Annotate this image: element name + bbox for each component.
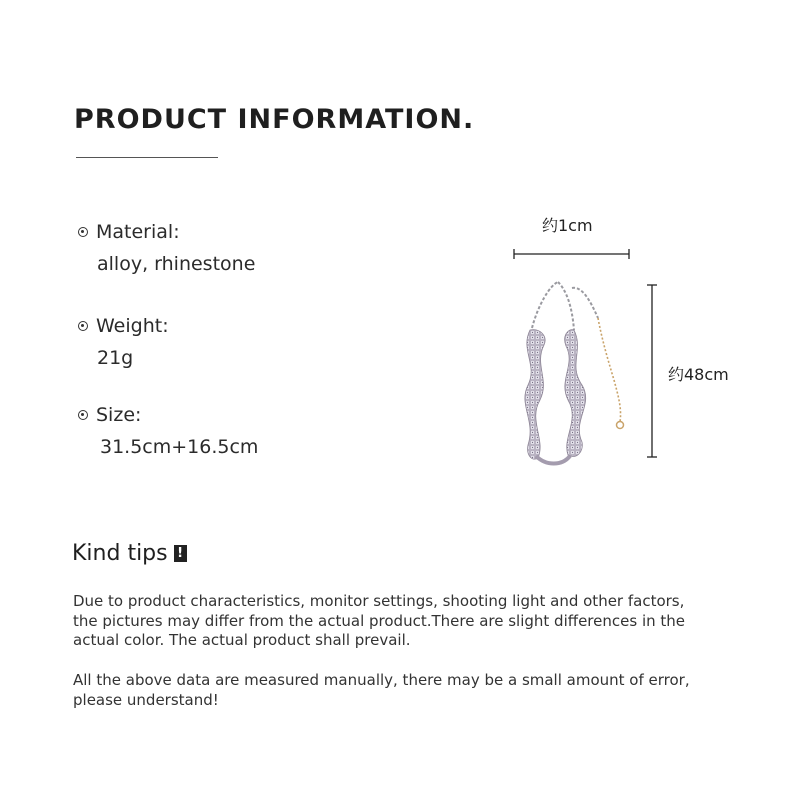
- spec-value: alloy, rhinestone: [97, 253, 256, 275]
- spec-material: [78, 221, 255, 275]
- circle-dot-icon: [78, 410, 88, 420]
- length-label: 约48cm: [668, 365, 729, 384]
- circle-dot-icon: [78, 321, 88, 331]
- spec-value: 31.5cm+16.5cm: [100, 436, 259, 458]
- spec-label: Material:: [96, 221, 180, 243]
- kind-tips-title: Kind tips: [72, 541, 168, 566]
- circle-dot-icon: [78, 227, 88, 237]
- width-label: 约1cm: [542, 216, 593, 235]
- exclamation-icon: !: [174, 545, 187, 562]
- page-title: PRODUCT INFORMATION.: [74, 104, 475, 135]
- spec-value: 21g: [97, 347, 134, 369]
- spec-size: [78, 404, 258, 458]
- product-image: [510, 260, 645, 470]
- kind-tips-heading: [72, 541, 187, 566]
- spec-weight: [78, 315, 169, 369]
- tips-paragraph-2: All the above data are measured manually, there may be a small amount of error, please understand!: [73, 671, 690, 709]
- tips-paragraph-1: Due to product characteristics, monitor settings, shooting light and other factors, the pictures may differ from the actual product.There are slight differences in the actual color. The actual product shall prevail.: [73, 592, 685, 649]
- spec-label: Size:: [96, 404, 142, 426]
- spec-label: Weight:: [96, 315, 169, 337]
- title-underline: [76, 157, 218, 158]
